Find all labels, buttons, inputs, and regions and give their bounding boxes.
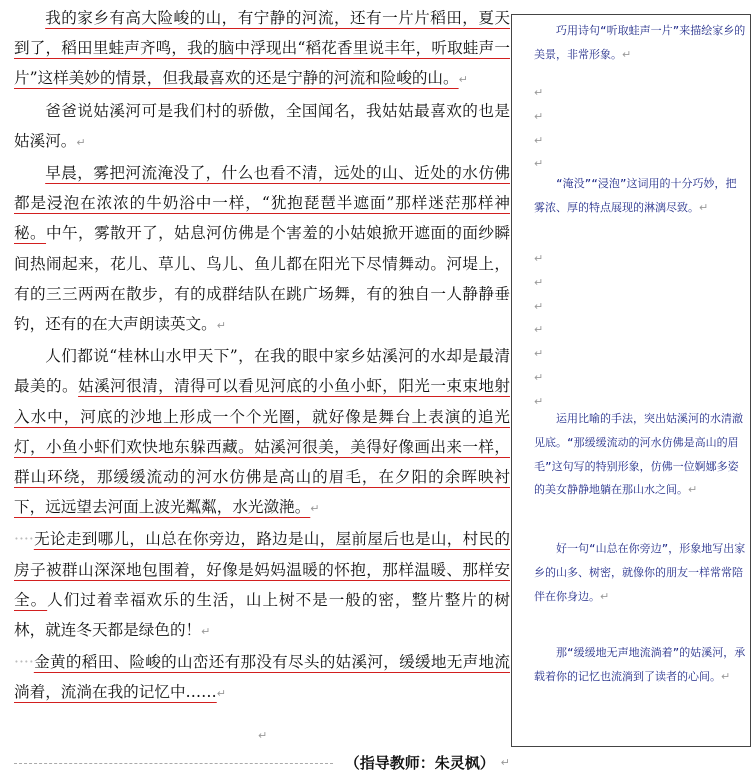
plain-text: 人们过着幸福欢乐的生活，山上树不是一般的密，整片整片的树林，就连冬天都是绿色的！ [14,590,510,640]
comment-5 [534,641,746,689]
paragraph-6 [14,647,510,709]
essay-body [14,3,510,710]
paragraph-mark: ↵ [699,200,709,214]
comment-sidebar [511,14,751,747]
paragraph-mark: ↵ [534,157,544,171]
paragraph-mark: ↵ [534,275,544,289]
underlined-text: 早晨，雾把河流淹没了，什么也看不清，远处的山、近处的水仿佛都是浸泡在浓浓的牛奶浴中一样，“犹抱琵琶半遮面”那样迷茫那样神秘。 [14,164,510,243]
paragraph-mark: ↵ [534,109,544,123]
teacher-label: 指导教师：朱灵枫 [359,754,480,772]
paragraph-4 [14,341,510,524]
paragraph-mark: ↵ [76,135,86,149]
paragraph-mark: ↵ [534,252,544,265]
paragraph-mark: ↵ [216,319,226,333]
paragraph-mark: ↵ [534,394,544,408]
paragraph-mark: ↵ [688,483,698,497]
comment-4 [534,537,746,608]
paragraph-mark: ↵ [310,502,320,516]
paragraph-mark: ↵ [622,47,632,61]
comment-text: 巧用诗句“听取蛙声一片”来描绘家乡的美景，非常形象。 [534,24,746,61]
underlined-text: 无论走到哪儿，山总在你旁边，路边是山，屋前屋后也是山，村民的房子被群山深深地包围着，好像是妈妈温暖的怀抱，那样温暖、那样安全。 [14,530,510,609]
paragraph-mark: ↵ [534,133,544,147]
comment-text: 好一句“山总在你旁边”，形象地写出家乡的山多、树密，就像你的朋友一样常常陪伴在你身边。 [534,542,746,603]
tab-leader: ···· [14,653,34,672]
paragraph-2 [14,96,510,158]
paragraph-1 [14,3,510,96]
paragraph-mark: ↵ [721,669,731,683]
comment-3 [534,407,746,502]
paragraph-mark: ↵ [534,299,544,313]
underlined-text: 我的家乡有高大险峻的山，有宁静的河流，还有一片片稻田，夏天到了，稻田里蛙声齐鸣，我的脑中浮现出“稻花香里说丰年，听取蛙声一片”这样美妙的情景，但我最喜欢的还是宁静的河流和险峻的山。 [14,9,510,88]
paragraph-mark: ↵ [534,86,544,99]
credit-close-paren: ） [479,754,495,772]
paragraph-mark: ↵ [534,347,544,361]
underlined-text: 金黄的稻田、险峻的山峦还有那没有尽头的姑溪河，缓缓地无声地流淌着，流淌在我的记忆中…… [14,653,510,702]
comment-1 [534,19,746,67]
teacher-credit [14,751,510,773]
tab-leader: ···· [14,530,34,549]
comment-text: 运用比喻的手法，突出姑溪河的水清澈见底。“那缓缓流动的河水仿佛是高山的眉毛”这句写的特别形象，仿佛一位婀娜多姿的美女静静地躺在那山水之间。 [534,412,743,497]
comment-text: “淹没”“浸泡”这词用的十分巧妙，把雾浓、厚的特点展现的淋漓尽致。 [534,177,737,214]
plain-text: 中午，雾散开了，姑息河仿佛是个害羞的小姑娘掀开遮面的面纱瞬间热闹起来，花儿、草儿、鸟儿、鱼儿都在阳光下尽情舞动。河堤上，有的三三两两在散步，有的成群结队在跳广场舞，有的独自一人静静垂钓，还有的在大声朗读英文。 [14,224,510,334]
credit-open-paren: （ [344,754,360,772]
paragraph-mark: ↵ [500,756,510,769]
paragraph-mark: ↵ [458,73,468,87]
empty-paragraph-marks [534,247,543,414]
empty-paragraph-marks [534,81,543,176]
underlined-text: 姑溪河很清，清得可以看见河底的小鱼小虾，阳光一束束地射入水中，河底的沙地上形成一个个光圈，就好像是舞台上表演的追光灯，小鱼小虾们欢快地东躲西藏。姑溪河很美，美得好像画出来一样，群山环绕，那缓缓流动的河水仿佛是高山的眉毛，在夕阳的余晖映衬下，远远望去河面上波光粼粼，水光潋滟。 [14,377,510,517]
paragraph-mark: ↵ [534,323,544,337]
paragraph-mark: ↵ [534,370,544,384]
paragraph-mark: ↵ [600,589,610,603]
comment-2 [534,172,746,220]
paragraph-mark: ↵ [216,687,226,701]
paragraph-5 [14,524,510,647]
comment-text: 那“缓缓地无声地流淌着”的姑溪河，承载着你的记忆也流淌到了读者的心间。 [534,646,746,683]
plain-text: 爸爸说姑溪河可是我们村的骄傲，全国闻名，我姑姑最喜欢的也是姑溪河。 [14,101,510,150]
dotted-leader [14,763,333,764]
paragraph-mark: ↵ [258,729,268,742]
plain-text: 人们都说“桂林山水甲天下”，在我的眼中家乡姑溪河的水却是最清最美的。 [14,347,510,396]
paragraph-3 [14,158,510,341]
paragraph-mark: ↵ [201,625,211,639]
